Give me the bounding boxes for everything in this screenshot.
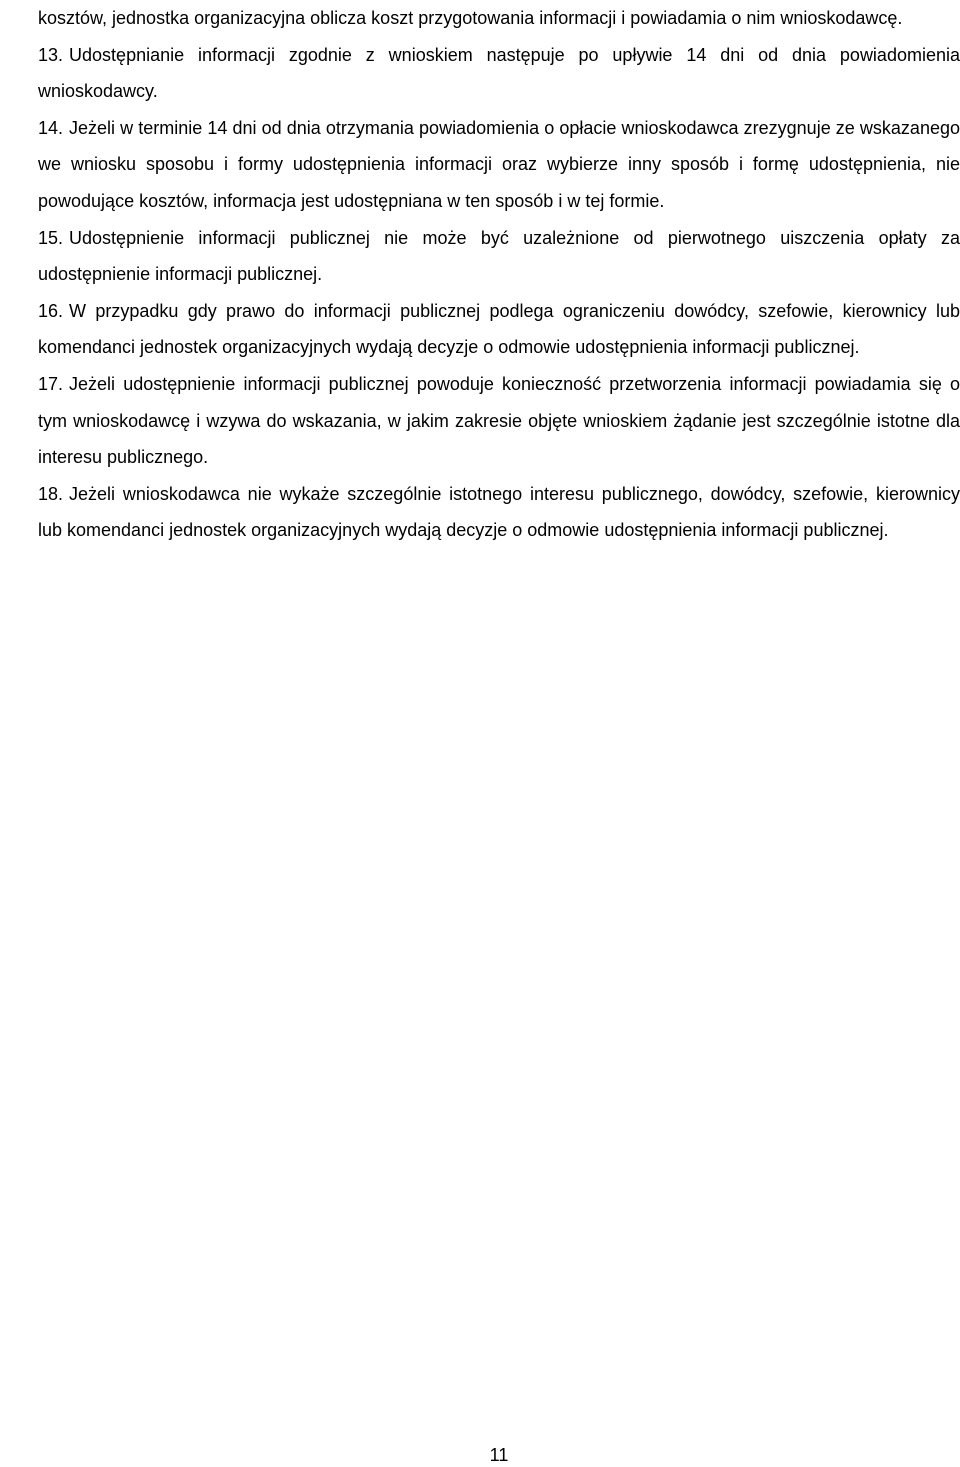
document-body [38,0,960,549]
item-text: Jeżeli udostępnienie informacji publicznej powoduje konieczność przetworzenia informacji powiadamia się o tym wnioskodawcę i wzywa do wskazania, w jakim zakresie objęte wnioskiem żądanie jest szczególnie istotne dla interesu publicznego. [38,373,960,468]
item-text: W przypadku gdy prawo do informacji publicznej podlega ograniczeniu dowódcy, szefowie, kierownicy lub komendanci jednostek organizacyjnych wydają decyzje o odmowie udostępnienia informacji publicznej. [38,300,960,358]
item-number: 14. [38,117,64,138]
list-item [38,220,960,293]
item-text: Udostępnienie informacji publicznej nie może być uzależnione od pierwotnego uiszczenia opłaty za udostępnienie informacji publicznej. [38,227,960,285]
item-text: Udostępnianie informacji zgodnie z wnioskiem następuje po upływie 14 dni od dnia powiadomienia wnioskodawcy. [38,44,960,102]
continuation-paragraph: kosztów, jednostka organizacyjna oblicza koszt przygotowania informacji i powiadamia o nim wnioskodawcę. [38,8,903,28]
item-text: Jeżeli wnioskodawca nie wykaże szczególnie istotnego interesu publicznego, dowódcy, szefowie, kierownicy lub komendanci jednostek organizacyjnych wydają decyzje o odmowie udostępnienia informacji publicznej. [38,483,960,541]
list-item [38,293,960,366]
page-number: 11 [489,1445,509,1465]
item-number: 17. [38,373,64,394]
item-number: 13. [38,44,64,65]
document-page [38,0,960,1465]
list-item [38,366,960,476]
item-number: 15. [38,227,64,248]
item-text: Jeżeli w terminie 14 dni od dnia otrzymania powiadomienia o opłacie wnioskodawca zrezygnuje ze wskazanego we wniosku sposobu i formy udostępnienia informacji oraz wybierze inny sposób i formę udostępnienia, nie powodujące kosztów, informacja jest udostępniana w ten sposób i w tej formie. [38,117,960,211]
list-item [38,37,960,110]
item-number: 18. [38,483,64,504]
list-item [38,110,960,220]
item-number: 16. [38,300,64,321]
list-item [38,476,960,549]
